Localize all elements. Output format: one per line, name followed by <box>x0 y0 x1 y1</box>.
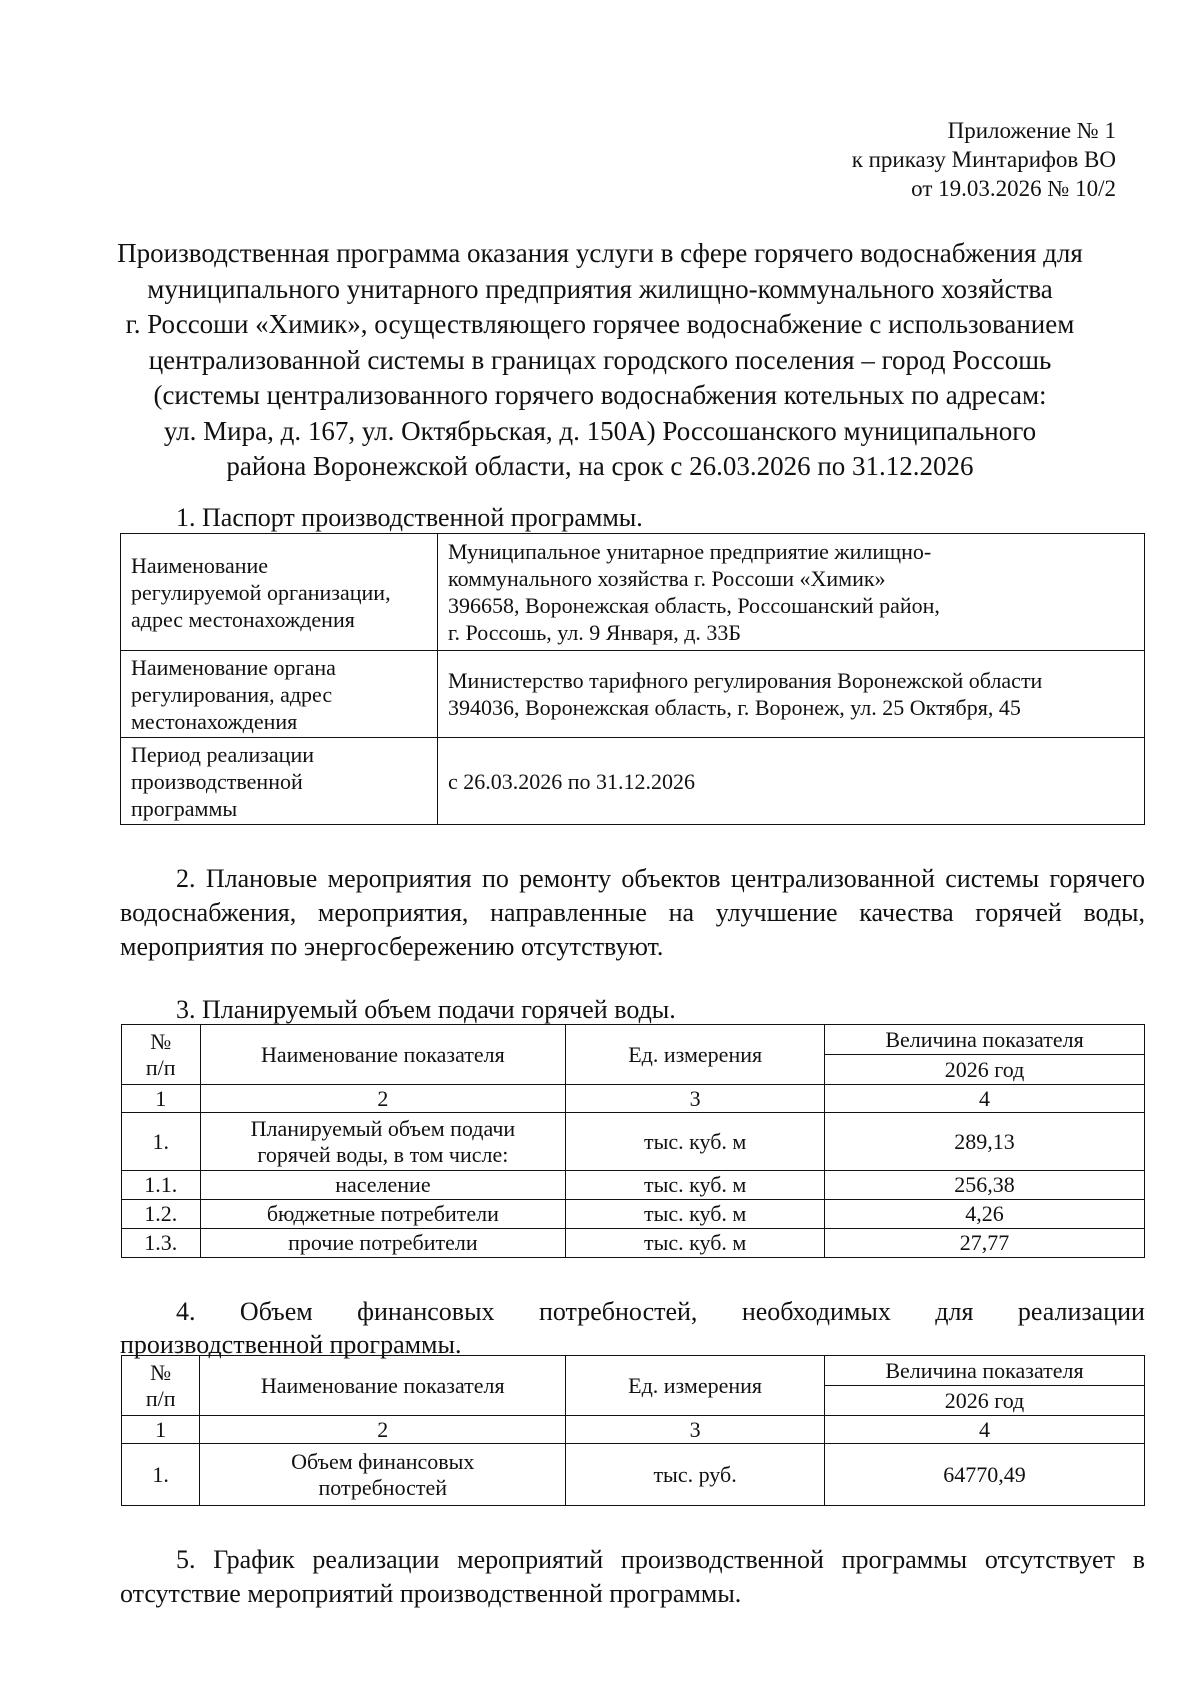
section4-heading <box>120 1295 1145 1361</box>
volume-table <box>121 1024 1145 1258</box>
col-number: 3 <box>566 1416 825 1444</box>
cell-line: № <box>150 1028 172 1054</box>
title-line: Производственная программа оказания услуги в сфере горячего водоснабжения для <box>117 238 1083 268</box>
row-num: 1.3. <box>122 1229 201 1258</box>
col-header-unit: Ед. измерения <box>566 1356 825 1416</box>
title-line: централизованной системы в границах городского поселения – город Россошь <box>148 344 1052 375</box>
cell-line: Планируемый объем подачи <box>250 1115 516 1141</box>
col-header-name: Наименование показателя <box>200 1025 566 1085</box>
table-row <box>122 1171 1145 1200</box>
cell-line: местонахождения <box>131 708 298 734</box>
appendix-block <box>852 116 1116 203</box>
cell-line: производственной <box>131 768 303 794</box>
col-number: 2 <box>200 1085 566 1113</box>
col-header-num <box>122 1356 200 1416</box>
col-header-unit: Ед. измерения <box>566 1025 825 1085</box>
heading-word: Объем <box>239 1297 313 1326</box>
col-header-year: 2026 год <box>825 1386 1145 1416</box>
appendix-line: к приказу Минтарифов ВО <box>851 147 1116 172</box>
table-header-row <box>122 1356 1145 1386</box>
col-header-value: Величина показателя <box>825 1356 1145 1386</box>
col-number: 4 <box>825 1416 1145 1444</box>
row-unit: тыс. куб. м <box>566 1200 825 1229</box>
row-num: 1. <box>122 1113 201 1171</box>
table-row <box>122 1444 1145 1506</box>
table-row <box>121 651 1145 738</box>
section2-paragraph: 2. Плановые мероприятия по ремонту объектов централизованной системы горячего водоснабжения, мероприятия, направленные на улучшение качества горячей воды, мероприятия по энергосбережению отсутствуют. <box>120 864 1145 961</box>
row-value: 64770,49 <box>825 1444 1145 1506</box>
title-line: муниципального унитарного предприятия жилищно-коммунального хозяйства <box>147 273 1053 304</box>
col-number: 2 <box>200 1416 566 1444</box>
table-row <box>121 738 1145 825</box>
row-name <box>200 1113 566 1171</box>
heading-word: необходимых <box>741 1297 891 1326</box>
table-row <box>121 534 1145 651</box>
passport-value-cell <box>438 738 1145 825</box>
cell-line: Наименование органа <box>131 654 336 680</box>
table-row <box>122 1200 1145 1229</box>
row-unit: тыс. руб. <box>566 1444 825 1506</box>
appendix-line: Приложение № 1 <box>947 118 1116 143</box>
table-row <box>122 1113 1145 1171</box>
heading-word: финансовых <box>357 1297 495 1326</box>
row-name: прочие потребители <box>200 1229 566 1258</box>
row-name <box>200 1444 566 1506</box>
passport-value-cell <box>438 651 1145 738</box>
col-number: 4 <box>825 1085 1145 1113</box>
col-number: 3 <box>566 1085 825 1113</box>
cell-line: программы <box>131 795 238 821</box>
cell-line: регулирования, адрес <box>131 681 333 707</box>
row-value: 27,77 <box>825 1229 1145 1258</box>
cell-line: г. Россошь, ул. 9 Января, д. 33Б <box>448 620 742 645</box>
title-line: ул. Мира, д. 167, ул. Октябрьская, д. 150А) Россошанского муниципального <box>163 415 1037 446</box>
section1-heading: 1. Паспорт производственной программы. <box>176 503 643 532</box>
table-row <box>122 1229 1145 1258</box>
row-value: 4,26 <box>825 1200 1145 1229</box>
col-header-num <box>122 1025 201 1085</box>
cell-line: Министерство тарифного регулирования Воронежской области <box>448 668 1043 693</box>
table-header-row <box>122 1025 1145 1055</box>
cell-line: адрес местонахождения <box>131 606 355 632</box>
row-num: 1.2. <box>122 1200 201 1229</box>
row-unit: тыс. куб. м <box>566 1171 825 1200</box>
passport-label-cell <box>121 651 438 738</box>
cell-line: Муниципальное унитарное предприятие жилищно- <box>448 539 932 564</box>
col-number: 1 <box>122 1085 201 1113</box>
cell-line: горячей воды, в том числе: <box>257 1141 509 1167</box>
passport-label-cell <box>121 738 438 825</box>
document-title <box>100 236 1100 485</box>
row-name: население <box>200 1171 566 1200</box>
passport-table <box>120 533 1145 825</box>
cell-line: Объем финансовых <box>291 1448 475 1474</box>
cell-line: 396658, Воронежская область, Россошанский район, <box>448 593 940 618</box>
cell-line: коммунального хозяйства г. Россоши «Химик» <box>448 566 886 591</box>
row-value: 289,13 <box>825 1113 1145 1171</box>
passport-label-cell <box>121 534 438 651</box>
col-header-year: 2026 год <box>825 1055 1145 1085</box>
section4-heading-line1 <box>120 1295 1145 1328</box>
row-unit: тыс. куб. м <box>566 1229 825 1258</box>
row-num: 1.1. <box>122 1171 201 1200</box>
row-unit: тыс. куб. м <box>566 1113 825 1171</box>
cell-line: с 26.03.2026 по 31.12.2026 <box>448 768 696 794</box>
cell-line: № <box>150 1359 172 1385</box>
heading-word: для <box>935 1297 974 1326</box>
cell-line: п/п <box>145 1054 176 1080</box>
col-header-name: Наименование показателя <box>200 1356 566 1416</box>
appendix-line: от 19.03.2026 № 10/2 <box>911 176 1116 201</box>
heading-word: потребностей, <box>538 1297 698 1326</box>
row-value: 256,38 <box>825 1171 1145 1200</box>
row-num: 1. <box>122 1444 200 1506</box>
cell-line: 394036, Воронежская область, г. Воронеж, ул. 25 Октября, 45 <box>448 695 1021 720</box>
heading-word: реализации <box>1017 1297 1145 1326</box>
cell-line: регулируемой организации, <box>131 579 391 605</box>
title-line: г. Россоши «Химик», осуществляющего горячее водоснабжение с использованием <box>125 309 1075 339</box>
cell-line: Период реализации <box>131 741 315 767</box>
column-number-row <box>122 1085 1145 1113</box>
finance-table <box>121 1355 1145 1506</box>
col-header-value: Величина показателя <box>825 1025 1145 1055</box>
cell-line: п/п <box>145 1385 176 1411</box>
column-number-row <box>122 1416 1145 1444</box>
section5-paragraph: 5. График реализации мероприятий производственной программы отсутствует в отсутствие мероприятий производственной программы. <box>120 1545 1145 1608</box>
passport-value-cell <box>438 534 1145 651</box>
col-number: 1 <box>122 1416 200 1444</box>
section4-heading-line2: производственной программы. <box>120 1330 462 1359</box>
row-name: бюджетные потребители <box>200 1200 566 1229</box>
cell-line: Наименование <box>131 552 269 578</box>
section3-heading: 3. Планируемый объем подачи горячей воды. <box>176 995 676 1024</box>
cell-line: потребностей <box>318 1474 448 1500</box>
heading-word: 4. <box>176 1297 196 1326</box>
title-line: района Воронежской области, на срок с 26.03.2026 по 31.12.2026 <box>226 451 974 481</box>
title-line: (системы централизованного горячего водоснабжения котельных по адресам: <box>153 380 1047 410</box>
